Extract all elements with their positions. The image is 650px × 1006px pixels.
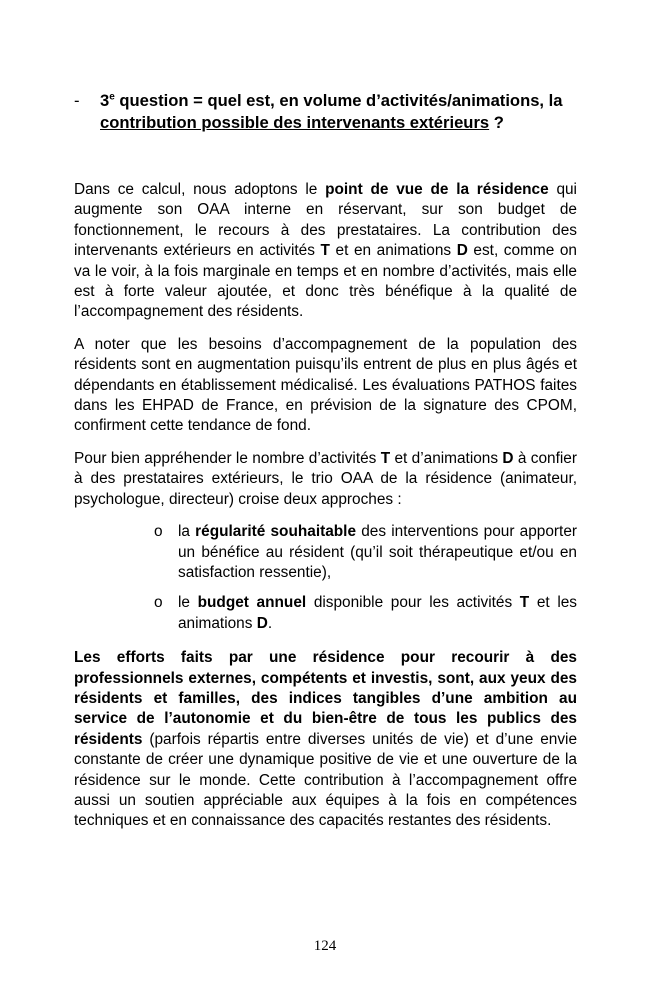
heading-part-1: question = quel est, en volume d’activités/animations, la xyxy=(114,91,563,110)
bullet-marker: o xyxy=(154,523,163,541)
list-item xyxy=(154,593,577,634)
heading-text xyxy=(100,90,577,133)
b1-text-a: la xyxy=(178,523,196,541)
list-item xyxy=(154,522,577,583)
p3-text-a: Pour bien appréhender le nombre d’activités xyxy=(74,449,381,467)
b1-text-c: des interventions pour apporter un bénéfice au résident (qu’il soit thérapeutique et/ou en satisfaction ressentie), xyxy=(178,523,577,581)
bullet-list xyxy=(74,522,577,634)
p1-text-c: qui augmente son OAA interne en réservant, sur son budget de fonctionnement, le recours à des prestataires. La contribution des intervenants extérieurs en activités xyxy=(74,181,577,260)
p4-bold-a: Les efforts faits par une résidence pour recourir à des professionnels externes, compétents et investis, sont, aux yeux des résidents et familles, des indices tangibles d’une ambition au service de l’autonomie et du bien-être de tous les publics des résidents xyxy=(74,649,577,748)
heading-dash: - xyxy=(74,91,80,110)
heading-underlined: contribution possible des intervenants extérieurs xyxy=(100,112,490,132)
p1-text-g: est, comme on va le voir, à la fois marginale en temps et en nombre d’activités, mais elle est à forte valeur ajoutée, et donc très bénéfique à la qualité de l’accompagnement des résidents. xyxy=(74,242,577,321)
b2-text-g: . xyxy=(267,614,273,632)
b2-bold-d: T xyxy=(519,594,530,612)
b2-text-e: et les animations xyxy=(178,594,578,632)
page-number: 124 xyxy=(313,938,337,954)
b2-bold-f: D xyxy=(256,614,268,632)
p1-bold-b: point de vue de la résidence xyxy=(325,181,549,198)
heading-number: 3 xyxy=(100,91,110,110)
bullet-text-1 xyxy=(178,522,577,583)
b2-text-c: disponible pour les activités xyxy=(306,594,520,612)
p1-bold-f: D xyxy=(456,242,468,260)
page-body xyxy=(74,90,577,844)
heading-part-2: ? xyxy=(489,112,504,132)
p1-text-a: Dans ce calcul, nous adoptons le xyxy=(74,181,326,198)
p1-bold-d: T xyxy=(320,242,330,260)
paragraph-2: A noter que les besoins d’accompagnement de la population des résidents sont en augmentation puisqu’ils entrent de plus en plus âgés et dépendants en établissement médicalisé. Les évaluations PATHOS faites dans les EHPAD de France, en prévision de la signature des CPOM, confirment cette tendance de fond. xyxy=(74,335,577,435)
p1-text-e: et en animations xyxy=(329,242,457,260)
p3-bold-d: D xyxy=(502,449,514,467)
b2-bold-b: budget annuel xyxy=(197,594,307,612)
bullet-marker: o xyxy=(154,594,163,612)
paragraph-3 xyxy=(74,449,577,510)
p3-text-e: à confier à des prestataires extérieurs, le trio OAA de la résidence (animateur, psychologue, directeur) croise deux approches : xyxy=(74,449,577,508)
b2-text-a: le xyxy=(178,594,198,612)
paragraph-4 xyxy=(74,648,577,832)
p3-bold-b: T xyxy=(380,449,391,467)
p4-text-b: (parfois répartis entre diverses unités de vie) et d’une envie constante de créer une dynamique positive de vie et une ouverture de la résidence sur le monde. Cette contribution à l’accompagnement offre aussi un soutien appréciable aux équipes à la fois en compétences techniques et en connaissance des capacités restantes des résidents. xyxy=(74,730,577,830)
b1-bold-b: régularité souhaitable xyxy=(195,523,357,541)
heading-ordinal-suffix: e xyxy=(109,91,115,103)
p3-text-c: et d’animations xyxy=(390,449,503,467)
bullet-text-2 xyxy=(178,593,577,634)
paragraph-1 xyxy=(74,180,577,323)
question-heading xyxy=(74,90,577,133)
